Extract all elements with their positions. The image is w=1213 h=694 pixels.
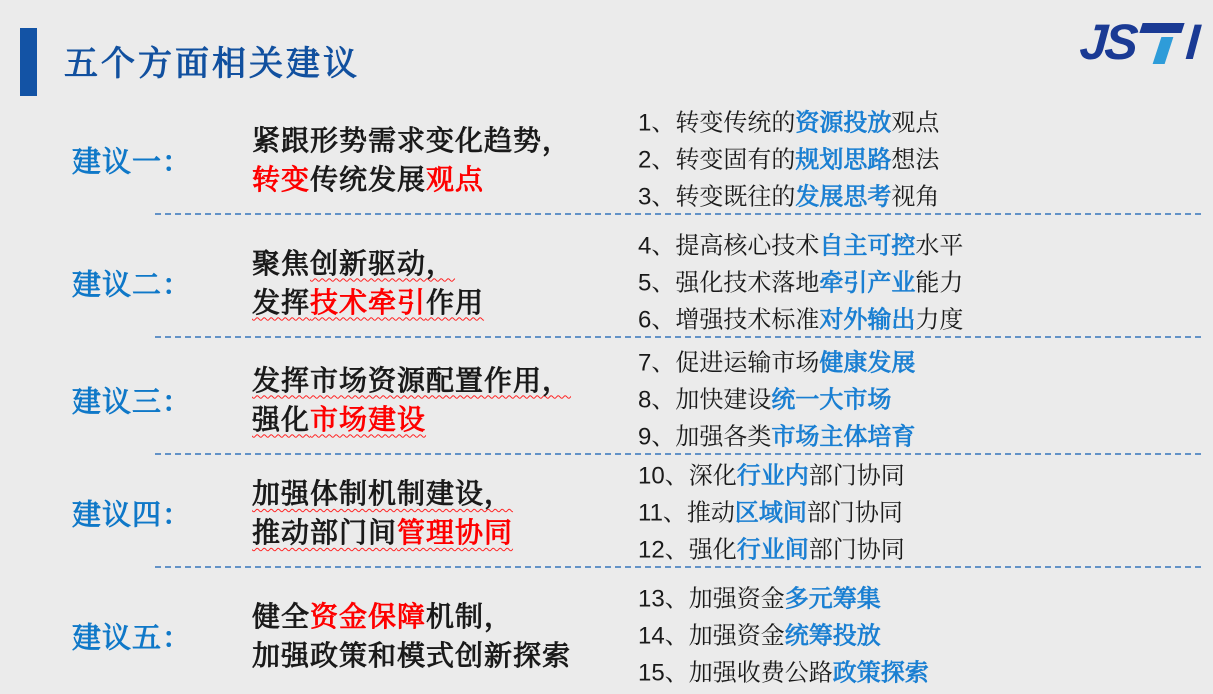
suggestion-row — [0, 344, 1213, 455]
summary-line — [252, 636, 571, 675]
list-item — [638, 532, 905, 569]
text-segment: 发挥市场资源配置作用， — [252, 364, 572, 396]
text-segment: 紧跟形势需求变化趋势， — [252, 124, 572, 156]
text-segment: 聚焦 — [252, 247, 311, 279]
row-label: 建议二： — [72, 269, 193, 301]
row-divider — [155, 213, 1201, 215]
text-segment: 转变固有的 — [675, 146, 796, 173]
row-summary — [252, 244, 484, 322]
row-label: 建议五： — [72, 622, 193, 655]
text-segment: 力度 — [915, 306, 964, 333]
item-number: 12、 — [638, 536, 689, 564]
summary-line — [252, 513, 513, 552]
text-segment: 想法 — [891, 146, 940, 173]
text-segment: 加强各类 — [675, 423, 772, 450]
keyword-segment: 管理协同 — [397, 517, 514, 548]
text-segment: 观点 — [891, 109, 940, 136]
text-segment: 推动部门间 — [252, 517, 398, 548]
text-segment: 推动 — [686, 499, 735, 527]
keyword-segment: 市场建设 — [310, 403, 427, 435]
item-number: 2、 — [638, 146, 676, 173]
text-segment: 机制， — [426, 601, 514, 632]
keyword-segment: 市场主体培育 — [771, 423, 916, 450]
suggestion-row — [0, 104, 1213, 215]
row-items — [638, 458, 905, 569]
text-segment: 增强技术标准 — [675, 306, 820, 333]
row-summary — [252, 121, 571, 199]
row-items — [638, 104, 939, 215]
summary-line — [252, 121, 571, 160]
logo-letter-i: I — [1184, 14, 1199, 70]
keyword-segment: 政策探索 — [832, 659, 929, 687]
suggestion-row — [0, 578, 1213, 694]
item-number: 9、 — [638, 423, 676, 450]
summary-line — [252, 474, 513, 513]
row-items — [638, 581, 929, 692]
keyword-segment: 多元筹集 — [784, 585, 881, 613]
text-segment: 加强资金 — [688, 585, 785, 613]
item-number: 4、 — [638, 232, 676, 259]
row-label: 建议四： — [72, 499, 193, 532]
list-item — [638, 458, 905, 495]
item-number: 1、 — [638, 109, 676, 136]
list-item — [638, 495, 905, 532]
text-segment: 部门协同 — [808, 536, 905, 564]
text-segment: 加快建设 — [675, 386, 772, 413]
row-divider — [155, 336, 1201, 338]
item-number: 3、 — [638, 183, 676, 210]
text-segment: 部门协同 — [808, 462, 905, 490]
keyword-segment: 对外输出 — [819, 306, 916, 333]
item-number: 15、 — [638, 659, 689, 687]
text-segment: 部门协同 — [806, 499, 903, 527]
list-item — [638, 178, 939, 215]
text-segment: 加强收费公路 — [688, 659, 833, 687]
text-segment: 加强体制机制建设， — [252, 478, 514, 509]
keyword-segment: 统一大市场 — [771, 386, 892, 413]
keyword-segment: 资源投放 — [795, 109, 892, 136]
summary-line — [252, 597, 571, 636]
text-segment: 水平 — [915, 232, 964, 259]
keyword-segment: 行业间 — [736, 536, 809, 564]
text-segment: 转变传统的 — [675, 109, 796, 136]
page-title: 五个方面相关建议 — [64, 45, 360, 83]
list-item — [638, 141, 939, 178]
item-number: 5、 — [638, 269, 676, 296]
text-segment: 强化 — [688, 536, 737, 564]
text-segment: 作用 — [426, 286, 485, 318]
text-segment: 转变既往的 — [675, 183, 796, 210]
list-item — [638, 655, 929, 692]
text-segment: 促进运输市场 — [675, 349, 820, 376]
text-segment: 发挥 — [252, 286, 311, 318]
list-item — [638, 264, 963, 301]
text-segment: 加强政策和模式创新探索 — [252, 640, 572, 671]
row-items — [638, 227, 963, 338]
list-item — [638, 618, 929, 655]
row-label: 建议一： — [72, 146, 193, 178]
keyword-segment: 自主可控 — [819, 232, 916, 259]
item-number: 8、 — [638, 386, 676, 413]
text-segment: 健全 — [252, 601, 311, 632]
text-segment: 视角 — [891, 183, 940, 210]
row-divider — [155, 453, 1201, 455]
list-item — [638, 381, 915, 418]
summary-line — [252, 283, 484, 322]
list-item — [638, 301, 963, 338]
item-number: 10、 — [638, 462, 689, 490]
keyword-segment: 规划思路 — [795, 146, 892, 173]
keyword-segment: 观点 — [426, 163, 485, 195]
row-items — [638, 344, 915, 455]
list-item — [638, 344, 915, 381]
item-number: 13、 — [638, 585, 689, 613]
summary-line — [252, 244, 484, 283]
keyword-segment: 健康发展 — [819, 349, 916, 376]
suggestion-row — [0, 227, 1213, 338]
row-summary — [252, 474, 513, 552]
keyword-segment: 资金保障 — [310, 601, 427, 632]
keyword-segment: 行业内 — [736, 462, 809, 490]
keyword-segment: 统筹投放 — [784, 622, 881, 650]
text-segment: 能力 — [915, 269, 964, 296]
list-item — [638, 418, 915, 455]
row-summary — [252, 361, 571, 439]
keyword-segment: 技术牵引 — [310, 286, 427, 318]
item-number: 11、 — [638, 499, 687, 527]
text-segment: 强化技术落地 — [675, 269, 820, 296]
logo-letters-js: JS — [1077, 14, 1138, 70]
text-segment: 提高核心技术 — [675, 232, 820, 259]
keyword-segment: 转变 — [252, 163, 311, 195]
text-segment: 加强资金 — [688, 622, 785, 650]
text-segment: 深化 — [688, 462, 737, 490]
row-divider — [155, 566, 1201, 568]
list-item — [638, 104, 939, 141]
suggestion-row — [0, 458, 1213, 568]
item-number: 6、 — [638, 306, 676, 333]
keyword-segment: 牵引产业 — [819, 269, 916, 296]
list-item — [638, 581, 929, 618]
item-number: 14、 — [638, 622, 689, 650]
keyword-segment: 发展思考 — [795, 183, 892, 210]
summary-line — [252, 160, 571, 199]
keyword-segment: 区域间 — [734, 499, 807, 527]
text-segment: 传统发展 — [310, 163, 427, 195]
item-number: 7、 — [638, 349, 676, 376]
text-segment: 强化 — [252, 403, 311, 435]
text-segment: 创新驱动， — [310, 247, 456, 279]
row-summary — [252, 597, 571, 675]
summary-line — [252, 361, 571, 400]
list-item — [638, 227, 963, 264]
summary-line — [252, 400, 571, 439]
row-label: 建议三： — [72, 386, 193, 418]
